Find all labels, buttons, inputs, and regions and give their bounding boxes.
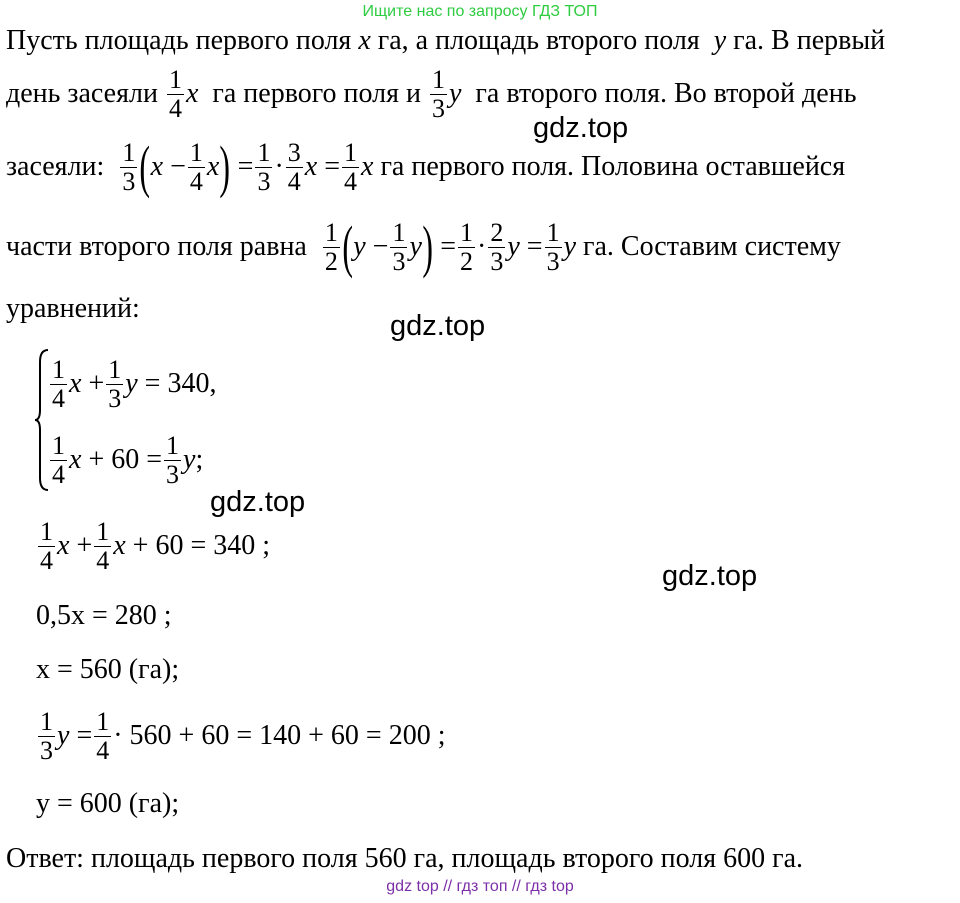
text-segment: га, а площадь второго поля (377, 25, 700, 56)
equation-mid: + 60 = (88, 444, 163, 475)
paren-close: ) (422, 214, 433, 279)
var-y: y (713, 25, 727, 56)
equation-x-value: x = 560 (га); (36, 654, 180, 685)
var-x: x (113, 530, 126, 561)
fraction: $\frac{1}{3}$ (122, 137, 136, 196)
fraction: $\frac{1}{4}$ (52, 430, 65, 489)
var-x: x (69, 444, 82, 475)
fraction: $\frac{1}{4}$ (189, 137, 203, 196)
var-x: x (304, 151, 318, 182)
paren-open: ( (139, 134, 151, 199)
text-line-5: уравнений: (6, 293, 140, 324)
fraction: $\frac{1}{3}$ (166, 430, 180, 489)
var-x: x (150, 151, 164, 182)
fraction: $\frac{1}{4}$ (40, 516, 53, 575)
fraction: $\frac{2}{3}$ (490, 217, 504, 276)
equation-y-third: $\frac{1}{3}$ y = $\frac{1}{4}$ · 560 + 60 = 140 + 60 = 200 ; (40, 706, 446, 765)
equation-tail: + 60 = 340 ; (132, 530, 271, 561)
search-banner: Ищите нас по запросу ГДЗ ТОП (362, 3, 598, 20)
watermark: gdz.top (390, 310, 486, 342)
watermark: gdz.top (533, 112, 629, 144)
var-y: y (57, 720, 70, 751)
text-segment: га. В первый (733, 25, 886, 56)
var-x: x (185, 78, 199, 109)
text-segment: га второго поля. Во второй день (475, 78, 857, 109)
watermark: gdz.top (662, 560, 758, 592)
fraction: $\frac{1}{4}$ (96, 516, 110, 575)
text-segment: части второго поля равна (6, 231, 307, 262)
system-equation-2 (48, 428, 203, 492)
text-line-3: засеяли: $\frac{1}{3}$ ( x − $\frac{1}{4}$ x ) = $\frac{1}{3}$ · $\frac{3}{4}$ x = $\frac{1}{4}$ x га первого поля. Половина оставшейся (6, 134, 846, 199)
text-segment: Пусть площадь первого поля (6, 25, 352, 56)
var-y: y (353, 231, 366, 262)
footer-links[interactable]: gdz top // гдз топ // гдз top (386, 878, 574, 895)
var-y: y (563, 231, 576, 262)
text-segment: га первого поля и (212, 78, 421, 109)
paren-open: ( (342, 214, 353, 279)
fraction-one-third: $\frac{1}{3}$ (431, 64, 445, 123)
equation-tail: ; (195, 444, 204, 475)
equation-y-value: y = 600 (га); (36, 788, 180, 819)
paren-close: ) (219, 134, 231, 199)
var-y: y (448, 78, 462, 109)
text-segment: га. Составим систему (583, 231, 841, 262)
fraction: $\frac{1}{3}$ (40, 706, 53, 765)
fraction: $\frac{1}{2}$ (324, 217, 338, 276)
var-x: x (358, 25, 371, 56)
text-line-2 (6, 62, 856, 126)
fraction: $\frac{1}{3}$ (257, 137, 271, 196)
fraction: $\frac{1}{3}$ (108, 354, 122, 413)
var-y: y (507, 231, 520, 262)
var-x: x (361, 151, 374, 182)
fraction: $\frac{1}{2}$ (460, 217, 473, 276)
answer-line: Ответ: площадь первого поля 560 га, площадь второго поля 600 га. (6, 843, 804, 874)
watermark: gdz.top (210, 486, 306, 518)
var-x: x (206, 151, 220, 182)
fraction: $\frac{1}{4}$ (96, 706, 110, 765)
equation-sum: $\frac{1}{4}$ x + $\frac{1}{4}$ x + 60 = 340 ; (40, 516, 271, 575)
text-line-1 (6, 24, 885, 58)
system-equation-1: $\frac{1}{4}$ x + $\frac{1}{3}$ y = 340, (52, 354, 217, 413)
var-y: y (183, 444, 196, 475)
fraction: $\frac{3}{4}$ (287, 137, 301, 196)
var-x: x (69, 368, 82, 399)
text-segment: засеяли: (6, 151, 105, 182)
fraction-one-quarter: $\frac{1}{4}$ (168, 64, 182, 123)
equation-tail: = 340, (144, 368, 217, 399)
var-y: y (409, 231, 422, 262)
fraction: $\frac{1}{4}$ (52, 354, 65, 413)
equation-half-x: 0,5x = 280 ; (36, 600, 172, 631)
var-x: x (57, 530, 70, 561)
text-segment: га первого поля. Половина оставшейся (380, 151, 846, 182)
text-segment: день засеяли (6, 78, 158, 109)
equation-tail: · 560 + 60 = 140 + 60 = 200 ; (113, 720, 446, 751)
fraction: $\frac{1}{4}$ (344, 137, 357, 196)
var-y: y (125, 368, 138, 399)
fraction: $\frac{1}{3}$ (546, 217, 560, 276)
fraction: $\frac{1}{3}$ (392, 217, 406, 276)
text-line-4: части второго поля равна $\frac{1}{2}$ ( y − $\frac{1}{3}$ y ) = $\frac{1}{2}$ · $\frac{2}{3}$ y = $\frac{1}{3}$ y га. Составим систему (6, 214, 841, 279)
